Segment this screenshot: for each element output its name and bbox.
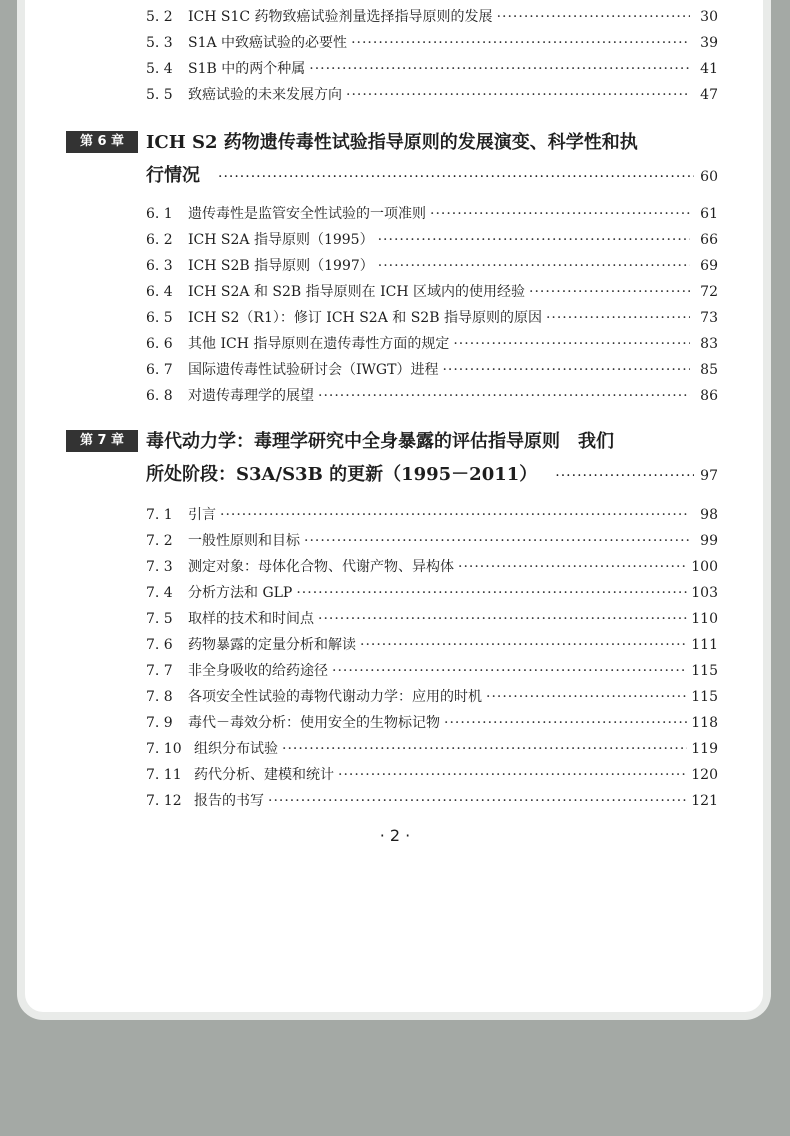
entry-title: 药物暴露的定量分析和解读: [188, 637, 356, 653]
entry-title: S1A 中致癌试验的必要性: [188, 35, 348, 51]
leader-dots: [282, 741, 687, 757]
chapter-title-line2-text: 所处阶段：S3A/S3B 的更新（1995－2011）: [146, 464, 538, 485]
entry-number: 7. 9: [146, 715, 173, 731]
toc-entry[interactable]: [146, 32, 718, 54]
leader-dots: [444, 715, 687, 731]
entry-page: 99: [700, 533, 718, 549]
leader-dots: [332, 663, 687, 679]
leader-dots: [360, 637, 687, 653]
chapter-badge: 第 6 章: [66, 131, 138, 153]
entry-page: 39: [700, 35, 718, 51]
toc-entry[interactable]: [146, 203, 718, 225]
entry-page: 47: [700, 87, 718, 103]
entry-page: 119: [691, 741, 718, 757]
entry-number: 6. 3: [146, 258, 173, 274]
leader-dots: [338, 767, 687, 783]
entry-number: 7. 6: [146, 637, 173, 653]
entry-number: 6. 8: [146, 388, 173, 404]
entry-title: S1B 中的两个种属: [188, 61, 306, 77]
entry-title: 药代分析、建模和统计: [194, 767, 334, 783]
page-number: · 2 ·: [379, 826, 411, 845]
entry-page: 83: [700, 336, 718, 352]
entry-title: 一般性原则和目标: [188, 533, 300, 549]
entry-page: 72: [700, 284, 718, 300]
entry-page: 85: [700, 362, 718, 378]
toc-entry[interactable]: [146, 712, 718, 734]
entry-page: 110: [691, 611, 718, 627]
chapter-page: 97: [700, 468, 718, 484]
chapter-badge: 第 7 章: [66, 430, 138, 452]
entry-number: 5. 2: [146, 9, 173, 25]
entry-number: 7. 5: [146, 611, 173, 627]
entry-number: 7. 7: [146, 663, 173, 679]
entry-page: 86: [700, 388, 718, 404]
leader-dots: [304, 533, 690, 549]
entry-number: 7. 2: [146, 533, 173, 549]
toc-entry[interactable]: [146, 6, 718, 28]
toc-entry[interactable]: [146, 84, 718, 106]
entry-page: 98: [700, 507, 718, 523]
toc-entry[interactable]: [146, 307, 718, 329]
entry-title: 非全身吸收的给药途径: [188, 663, 328, 679]
entry-title: 遗传毒性是监管安全性试验的一项准则: [188, 206, 426, 222]
entry-page: 118: [691, 715, 718, 731]
toc-entry[interactable]: [146, 530, 718, 552]
chapter-page: 60: [700, 169, 718, 185]
toc-entry[interactable]: [146, 686, 718, 708]
leader-dots: [318, 388, 690, 404]
entry-title: 国际遗传毒性试验研讨会（IWGT）进程: [188, 362, 439, 378]
entry-title: 报告的书写: [194, 793, 264, 809]
entry-title: 致癌试验的未来发展方向: [188, 87, 342, 103]
entry-number: 7. 4: [146, 585, 173, 601]
leader-dots: [318, 611, 687, 627]
leader-dots: [268, 793, 687, 809]
leader-dots: [555, 468, 694, 484]
entry-page: 121: [691, 793, 718, 809]
toc-entry[interactable]: [146, 333, 718, 355]
entry-number: 7. 10: [146, 741, 182, 757]
entry-number: 6. 5: [146, 310, 173, 326]
toc-entry[interactable]: [146, 281, 718, 303]
chapter-title-line1: 毒代动力学：毒理学研究中全身暴露的评估指导原则 我们: [146, 431, 614, 452]
toc-entry[interactable]: [146, 359, 718, 381]
toc-entry[interactable]: [146, 255, 718, 277]
entry-title: ICH S2A 和 S2B 指导原则在 ICH 区域内的使用经验: [188, 284, 525, 300]
entry-page: 73: [700, 310, 718, 326]
entry-number: 5. 4: [146, 61, 173, 77]
entry-title: 引言: [188, 507, 216, 523]
entry-page: 61: [700, 206, 718, 222]
leader-dots: [309, 61, 690, 77]
entry-title: 测定对象：母体化合物、代谢产物、异构体: [188, 559, 454, 575]
entry-title: 取样的技术和时间点: [188, 611, 314, 627]
entry-number: 7. 8: [146, 689, 173, 705]
entry-page: 100: [691, 559, 718, 575]
toc-entry[interactable]: [146, 58, 718, 80]
entry-number: 7. 12: [146, 793, 182, 809]
entry-title: 其他 ICH 指导原则在遗传毒性方面的规定: [188, 336, 450, 352]
toc-entry[interactable]: [146, 738, 718, 760]
entry-title: 组织分布试验: [194, 741, 278, 757]
leader-dots: [453, 336, 690, 352]
toc-entry[interactable]: [146, 385, 718, 407]
entry-title: ICH S2B 指导原则（1997）: [188, 258, 374, 274]
leader-dots: [218, 169, 694, 185]
entry-title: 各项安全性试验的毒物代谢动力学：应用的时机: [188, 689, 482, 705]
entry-number: 6. 7: [146, 362, 173, 378]
leader-dots: [497, 9, 690, 25]
leader-dots: [546, 310, 690, 326]
leader-dots: [430, 206, 690, 222]
leader-dots: [346, 87, 690, 103]
entry-page: 41: [700, 61, 718, 77]
toc-entry[interactable]: [146, 229, 718, 251]
entry-page: 120: [691, 767, 718, 783]
leader-dots: [378, 232, 690, 248]
leader-dots: [220, 507, 690, 523]
leader-dots: [458, 559, 687, 575]
entry-title: ICH S1C 药物致癌试验剂量选择指导原则的发展: [188, 9, 493, 25]
leader-dots: [378, 258, 690, 274]
leader-dots: [529, 284, 690, 300]
entry-number: 5. 5: [146, 87, 173, 103]
entry-title: 对遗传毒理学的展望: [188, 388, 314, 404]
entry-page: 30: [700, 9, 718, 25]
toc-entry[interactable]: [146, 660, 718, 682]
entry-number: 5. 3: [146, 35, 173, 51]
toc-entry[interactable]: [146, 582, 718, 604]
toc-entry[interactable]: [146, 764, 718, 786]
entry-number: 6. 4: [146, 284, 173, 300]
leader-dots: [351, 35, 690, 51]
entry-title: ICH S2（R1）：修订 ICH S2A 和 S2B 指导原则的原因: [188, 310, 542, 326]
entry-page: 103: [691, 585, 718, 601]
chapter-title-line2-text: 行情况: [146, 165, 200, 186]
entry-page: 115: [691, 689, 718, 705]
leader-dots: [442, 362, 690, 378]
entry-title: ICH S2A 指导原则（1995）: [188, 232, 374, 248]
entry-number: 6. 1: [146, 206, 173, 222]
entry-title: 分析方法和 GLP: [188, 585, 293, 601]
toc-entry[interactable]: [146, 790, 718, 812]
chapter-title-line1: ICH S2 药物遗传毒性试验指导原则的发展演变、科学性和执: [146, 132, 638, 153]
entry-number: 6. 6: [146, 336, 173, 352]
entry-page: 66: [700, 232, 718, 248]
leader-dots: [296, 585, 687, 601]
entry-number: 7. 11: [146, 767, 182, 783]
chapter-title-line2: [146, 161, 718, 187]
entry-page: 69: [700, 258, 718, 274]
entry-page: 111: [691, 637, 718, 653]
entry-page: 115: [691, 663, 718, 679]
entry-number: 6. 2: [146, 232, 173, 248]
entry-number: 7. 1: [146, 507, 173, 523]
chapter-title-line2: [146, 460, 718, 486]
entry-number: 7. 3: [146, 559, 173, 575]
toc-entry[interactable]: [146, 634, 718, 656]
leader-dots: [486, 689, 687, 705]
toc-entry[interactable]: [146, 504, 718, 526]
toc-entry[interactable]: [146, 556, 718, 578]
toc-entry[interactable]: [146, 608, 718, 630]
entry-title: 毒代－毒效分析：使用安全的生物标记物: [188, 715, 440, 731]
